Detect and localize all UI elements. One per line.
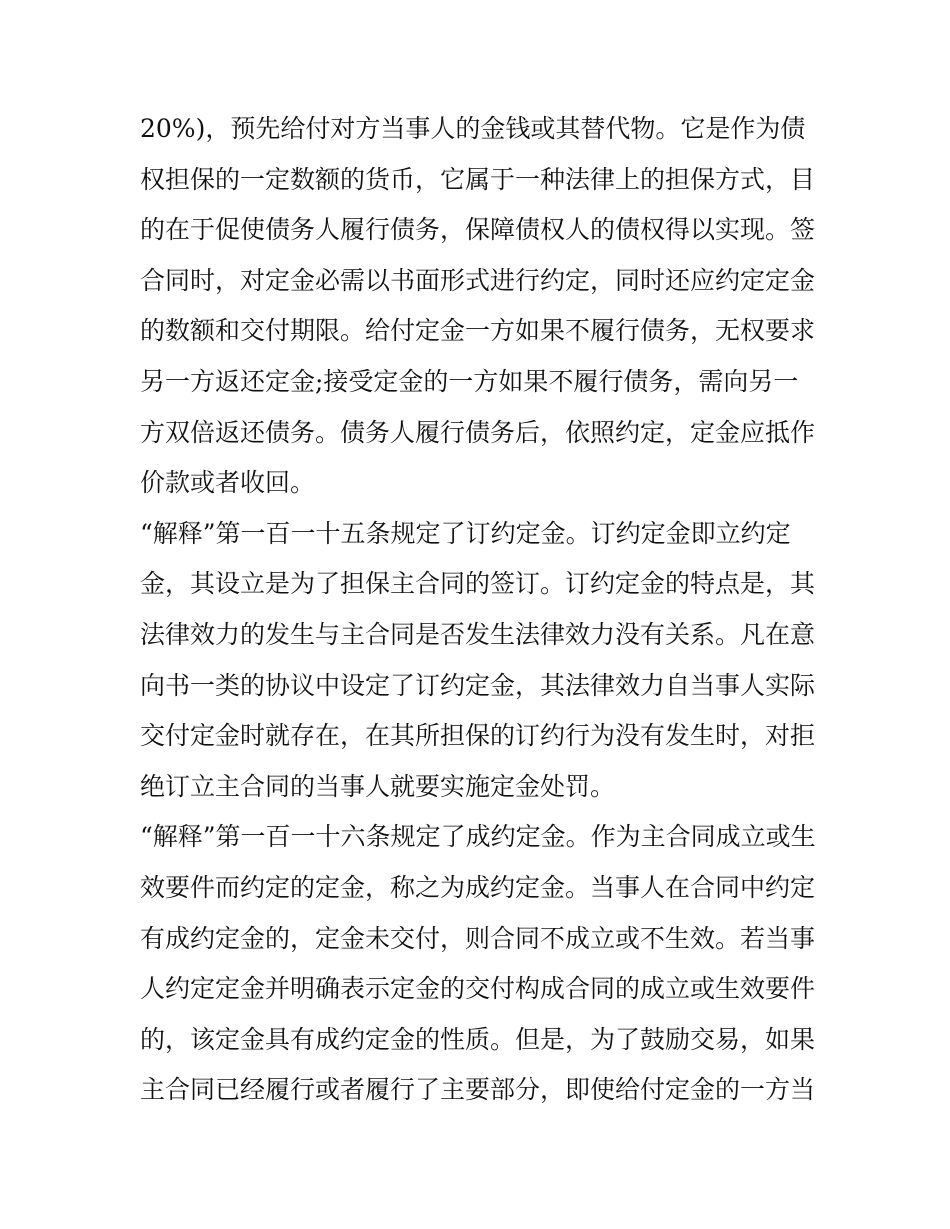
text-line: 方双倍返还债务。债务人履行债务后，依照约定，定金应抵作 [140,417,816,447]
text-line: 法律效力的发生与主合同是否发生法律效力没有关系。凡在意 [140,619,816,649]
text-line: 的，该定金具有成约定金的性质。但是，为了鼓励交易，如果 [140,1024,816,1054]
document-body [140,104,820,1116]
text-line: “解释”第一百一十六条规定了成约定金。作为主合同成立或生 [140,822,816,852]
text-line: 的在于促使债务人履行债务，保障债权人的债权得以实现。签 [140,215,816,245]
paragraph-1 [140,104,820,509]
text-line: 的数额和交付期限。给付定金一方如果不履行债务，无权要求 [140,316,816,346]
text-line: 交付定金时就存在，在其所担保的订约行为没有发生时，对拒 [140,721,816,751]
text-line: 合同时，对定金必需以书面形式进行约定，同时还应约定定金 [140,265,816,295]
text-line: 权担保的一定数额的货币，它属于一种法律上的担保方式，目 [140,164,816,194]
text-line: 价款或者收回。 [140,468,316,498]
text-line: “解释”第一百一十五条规定了订约定金。订约定金即立约定 [140,518,791,548]
text-line: 20%)，预先给付对方当事人的金钱或其替代物。它是作为债 [140,114,806,143]
text-line: 绝订立主合同的当事人就要实施定金处罚。 [140,771,616,801]
text-line: 人约定定金并明确表示定金的交付构成合同的成立或生效要件 [140,974,816,1004]
text-line: 主合同已经履行或者履行了主要部分，即使给付定金的一方当 [140,1075,816,1105]
paragraph-3 [140,812,820,1116]
text-line: 效要件而约定的定金，称之为成约定金。当事人在合同中约定 [140,872,816,902]
paragraph-2 [140,509,820,813]
text-line: 有成约定金的，定金未交付，则合同不成立或不生效。若当事 [140,923,816,953]
text-line: 金，其设立是为了担保主合同的签订。订约定金的特点是，其 [140,569,816,599]
text-line: 向书一类的协议中设定了订约定金，其法律效力自当事人实际 [140,670,816,700]
text-line: 另一方返还定金;接受定金的一方如果不履行债务，需向另一 [140,366,799,396]
